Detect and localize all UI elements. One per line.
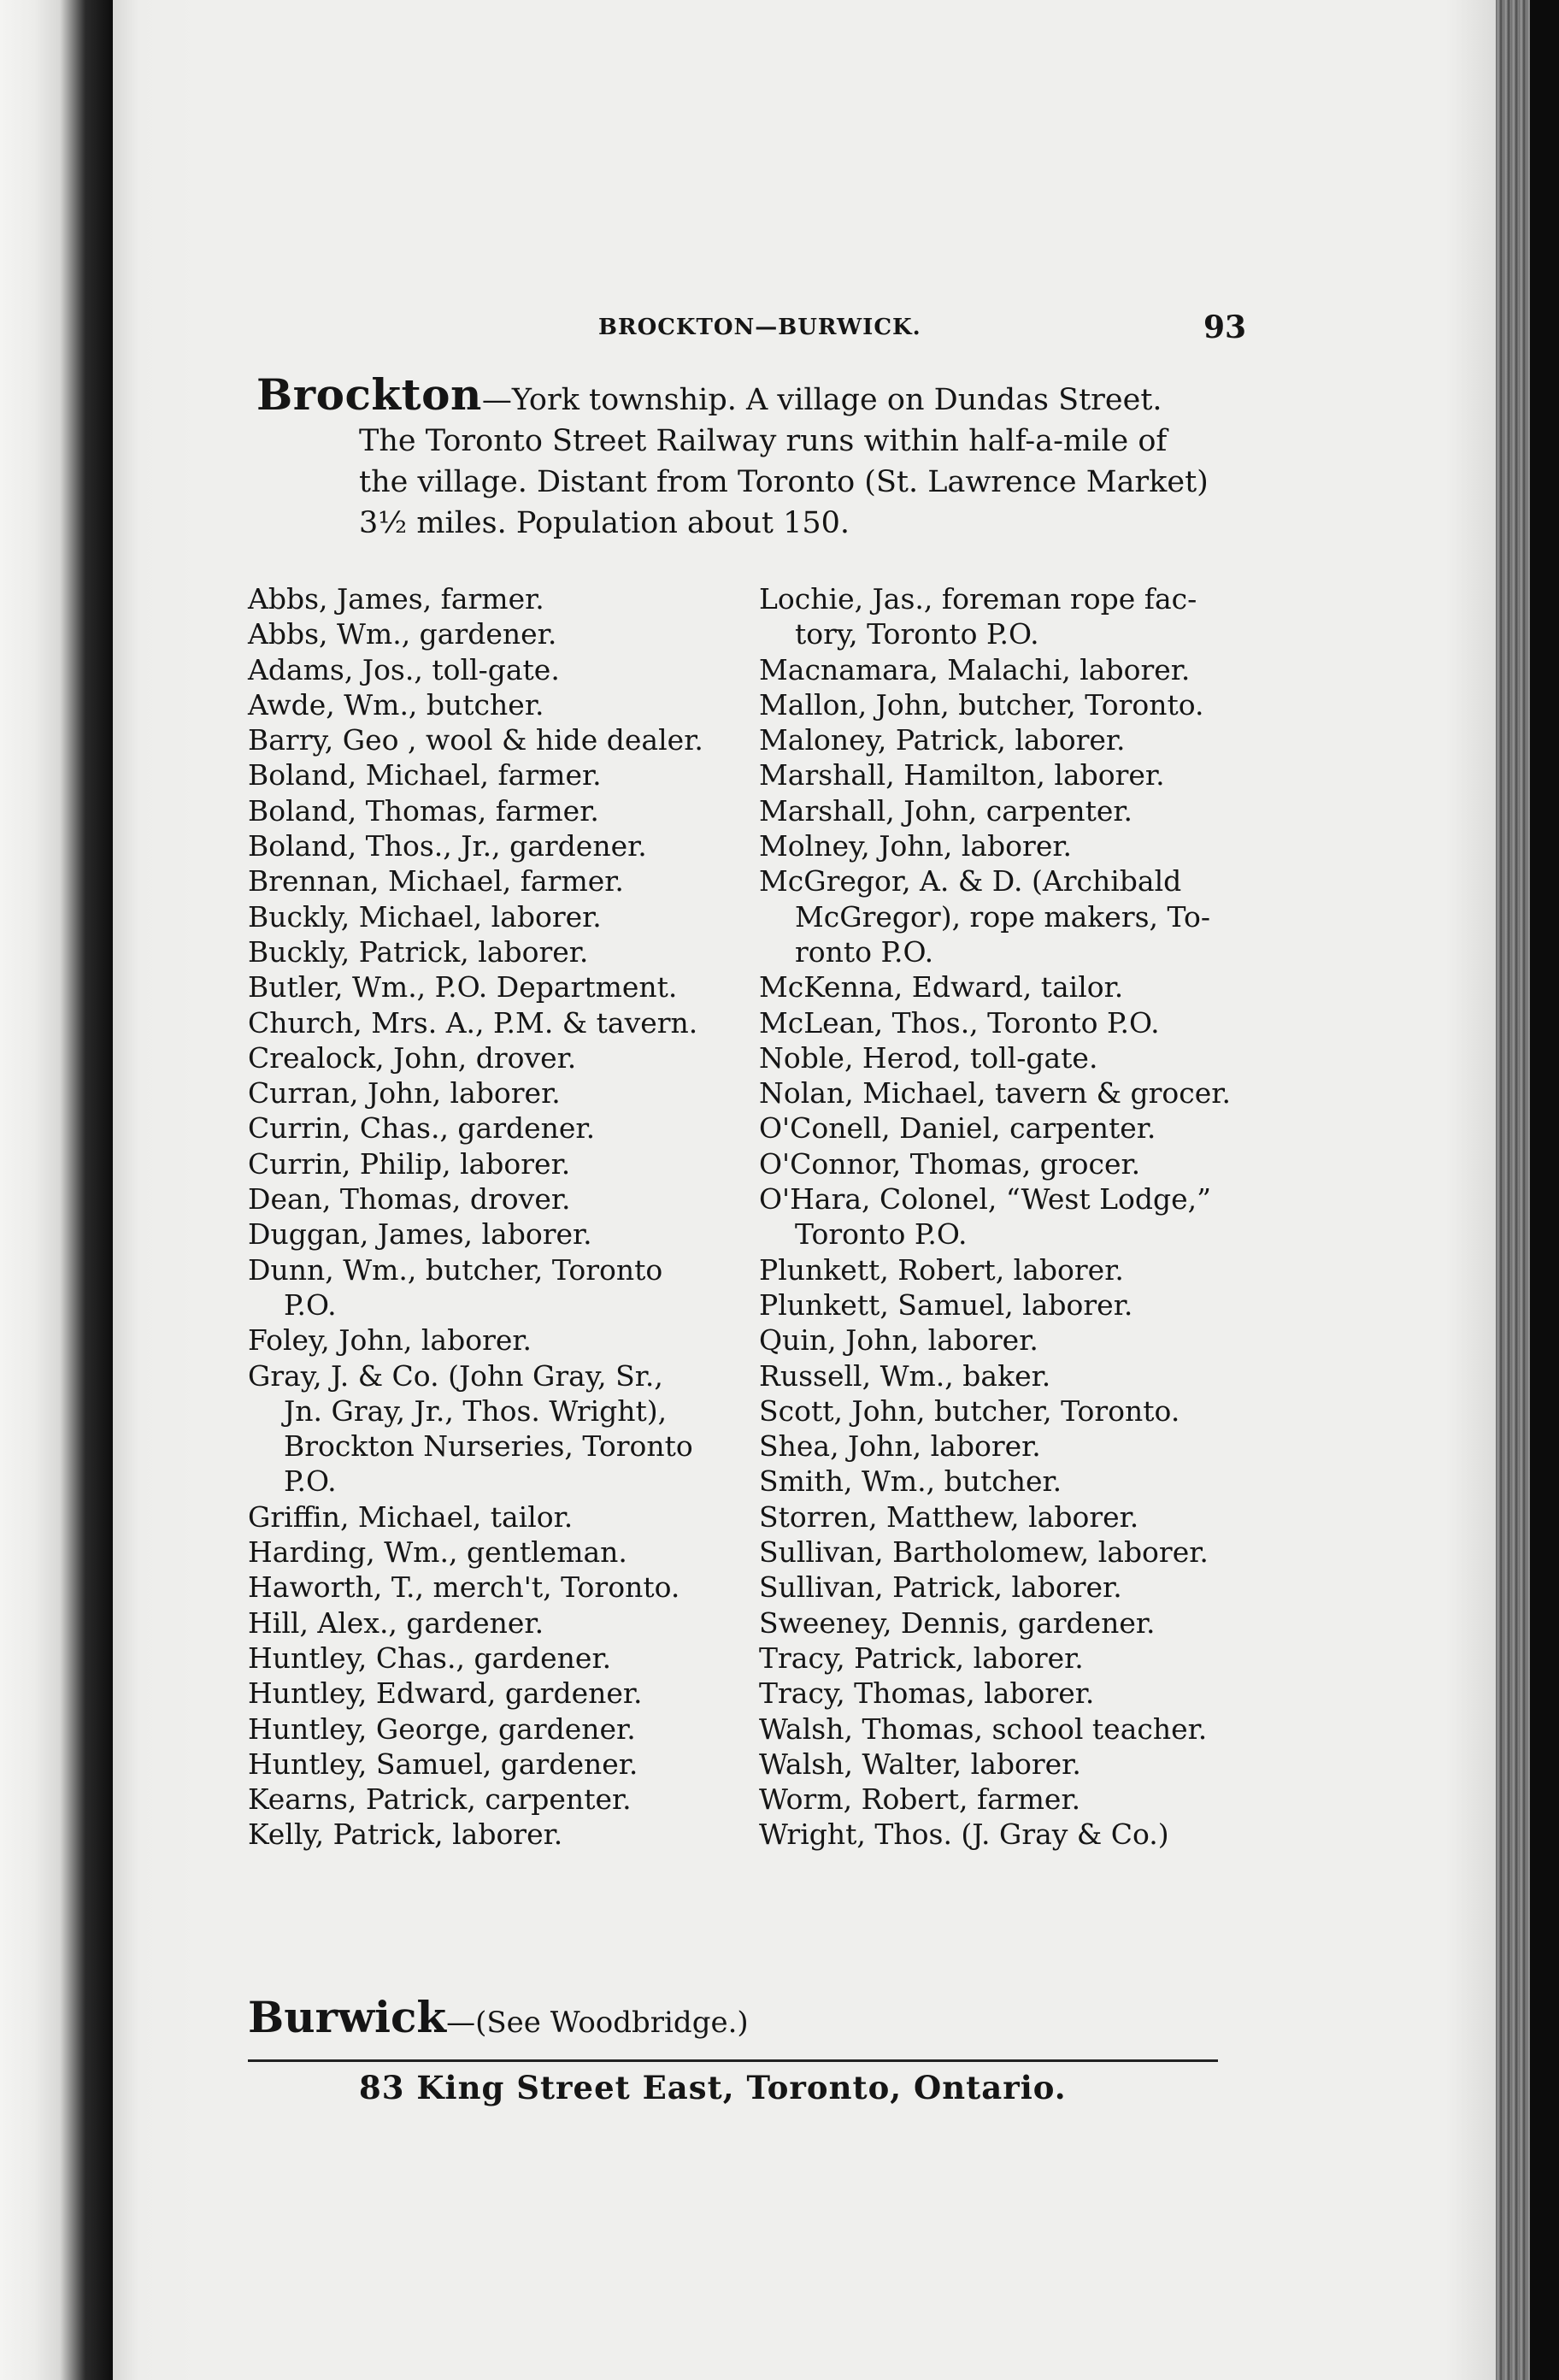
entry-text: Walsh, Walter, laborer. [759, 1747, 1081, 1781]
directory-entry [759, 1110, 1238, 1146]
directory-entry [248, 1146, 735, 1181]
directory-column-right [759, 581, 1238, 1853]
directory-entry [759, 1429, 1238, 1464]
entry-text: Storren, Matthew, laborer. [759, 1499, 1139, 1534]
directory-entry [248, 652, 735, 687]
directory-entry [759, 1605, 1238, 1641]
entry-text: Crealock, John, drover. [248, 1040, 577, 1075]
directory-entry [759, 828, 1238, 863]
directory-entry [759, 1358, 1238, 1393]
directory-column-left [248, 581, 735, 1853]
distance-value: 3½ [359, 506, 408, 540]
entry-text: Church, Mrs. A., P.M. & tavern. [248, 1005, 698, 1040]
directory-entry [248, 1570, 735, 1605]
entry-continuation: P.O. [284, 1287, 337, 1322]
directory-entry [759, 1499, 1238, 1535]
entry-text: Lochie, Jas., foreman rope fac- [759, 582, 1197, 616]
directory-entry [248, 1676, 735, 1711]
directory-entry [248, 1005, 735, 1040]
entry-text: Tracy, Patrick, laborer. [759, 1641, 1084, 1675]
entry-text: Dunn, Wm., butcher, Toronto [248, 1252, 663, 1287]
entry-continuation: Toronto P.O. [795, 1217, 968, 1252]
entry-text: Tracy, Thomas, laborer. [759, 1676, 1095, 1711]
entry-text: Duggan, James, laborer. [248, 1217, 592, 1252]
entry-text: Worm, Robert, farmer. [759, 1782, 1081, 1817]
directory-entry [248, 581, 735, 616]
directory-entry [759, 652, 1238, 687]
directory-entry [759, 793, 1238, 828]
entry-text: Brennan, Michael, farmer. [248, 864, 624, 898]
entry-text: Shea, John, laborer. [759, 1429, 1041, 1464]
entry-text: Nolan, Michael, tavern & grocer. [759, 1076, 1231, 1110]
entry-text: Abbs, Wm., gardener. [248, 617, 557, 651]
directory-entry [248, 1535, 735, 1570]
directory-entry [759, 1711, 1238, 1747]
page-number: 93 [1203, 309, 1247, 345]
directory-entry [759, 1005, 1238, 1040]
directory-entry [248, 969, 735, 1004]
entry-text: Currin, Philip, laborer. [248, 1146, 571, 1181]
entry-text: Smith, Wm., butcher. [759, 1464, 1062, 1499]
entry-text: Boland, Michael, farmer. [248, 758, 602, 792]
entry-text: O'Hara, Colonel, “West Lodge,” [759, 1182, 1212, 1217]
directory-entry [759, 581, 1238, 652]
directory-entry [759, 969, 1238, 1004]
entry-text: Kelly, Patrick, laborer. [248, 1817, 563, 1852]
entry-continuation: P.O. [284, 1464, 337, 1499]
directory-entry [759, 1323, 1238, 1358]
entry-text: McKenna, Edward, tailor. [759, 970, 1124, 1004]
entry-text: Buckly, Michael, laborer. [248, 899, 602, 934]
entry-text: Haworth, T., merch't, Toronto. [248, 1570, 680, 1605]
entry-text: Marshall, John, carpenter. [759, 793, 1133, 828]
directory-entry [248, 863, 735, 898]
directory-entry [759, 1252, 1238, 1287]
directory-entry [248, 1711, 735, 1747]
directory-entry [248, 1747, 735, 1782]
entry-text: Marshall, Hamilton, laborer. [759, 758, 1165, 792]
entry-text: Buckly, Patrick, laborer. [248, 934, 589, 969]
directory-entry [759, 1181, 1238, 1252]
directory-entry [248, 1782, 735, 1817]
directory-entry [248, 793, 735, 828]
entry-text: Macnamara, Malachi, laborer. [759, 652, 1191, 686]
directory-entry [759, 1040, 1238, 1075]
description-line-2: The Toronto Street Railway runs within half-a-mile of [359, 424, 1168, 458]
directory-entry [759, 757, 1238, 792]
directory-entry [759, 1287, 1238, 1323]
entry-text: Boland, Thos., Jr., gardener. [248, 829, 647, 863]
entry-continuation: Jn. Gray, Jr., Thos. Wright), [284, 1393, 668, 1428]
directory-entry [759, 863, 1238, 969]
entry-text: Wright, Thos. (J. Gray & Co.) [759, 1817, 1169, 1852]
entry-text: Foley, John, laborer. [248, 1323, 532, 1358]
directory-entry [248, 1605, 735, 1641]
entry-text: Huntley, Chas., gardener. [248, 1641, 612, 1675]
directory-entry [759, 1747, 1238, 1782]
burwick-note: —(See Woodbridge.) [446, 2006, 749, 2040]
directory-entry [759, 1570, 1238, 1605]
directory-entry [759, 1676, 1238, 1711]
description-line-1: —York township. A village on Dundas Street. [481, 383, 1162, 417]
directory-entry [759, 1464, 1238, 1499]
entry-continuation: McGregor), rope makers, To- [795, 899, 1210, 934]
entry-text: Russell, Wm., baker. [759, 1358, 1051, 1393]
entry-text: Huntley, Samuel, gardener. [248, 1747, 638, 1781]
directory-entry [248, 1358, 735, 1499]
directory-entry [248, 722, 735, 757]
directory-entry [248, 687, 735, 722]
directory-entry [759, 1075, 1238, 1110]
directory-entry [248, 1641, 735, 1676]
entry-text: Quin, John, laborer. [759, 1323, 1038, 1358]
entry-text: Sullivan, Bartholomew, laborer. [759, 1535, 1209, 1570]
brockton-description [256, 369, 1239, 544]
entry-continuation: ronto P.O. [795, 934, 934, 969]
entry-text: Boland, Thomas, farmer. [248, 793, 599, 828]
entry-text: Currin, Chas., gardener. [248, 1111, 596, 1146]
entry-text: O'Connor, Thomas, grocer. [759, 1146, 1141, 1181]
entry-text: Scott, John, butcher, Toronto. [759, 1393, 1180, 1428]
footer-rule [248, 2059, 1218, 2062]
entry-text: Noble, Herod, toll-gate. [759, 1040, 1098, 1075]
directory-entry [248, 1181, 735, 1217]
facing-page-margin [0, 0, 113, 2380]
entry-text: Plunkett, Robert, laborer. [759, 1252, 1124, 1287]
entry-text: O'Conell, Daniel, carpenter. [759, 1111, 1156, 1146]
directory-entry [248, 757, 735, 792]
directory-entry [759, 1641, 1238, 1676]
directory-entry [248, 1217, 735, 1252]
entry-text: McGregor, A. & D. (Archibald [759, 864, 1182, 898]
directory-entry [248, 1252, 735, 1323]
directory-entry [248, 1075, 735, 1110]
directory-entry [759, 1146, 1238, 1181]
running-header: BROCKTON—BURWICK. [598, 315, 921, 340]
directory-entry [759, 1535, 1238, 1570]
entry-text: McLean, Thos., Toronto P.O. [759, 1005, 1160, 1040]
directory-entry [248, 616, 735, 651]
directory-entry [248, 828, 735, 863]
directory-entry [759, 1782, 1238, 1817]
entry-text: Hill, Alex., gardener. [248, 1605, 544, 1640]
entry-text: Adams, Jos., toll-gate. [248, 652, 560, 686]
description-line-4 [256, 503, 1239, 544]
entry-text: Mallon, John, butcher, Toronto. [759, 687, 1204, 722]
publisher-address: 83 King Street East, Toronto, Ontario. [359, 2069, 1067, 2106]
directory-entry [759, 722, 1238, 757]
directory-entry [248, 1040, 735, 1075]
entry-text: Sweeney, Dennis, gardener. [759, 1605, 1156, 1640]
entry-text: Gray, J. & Co. (John Gray, Sr., [248, 1358, 663, 1393]
entry-text: Plunkett, Samuel, laborer. [759, 1287, 1133, 1322]
entry-text: Harding, Wm., gentleman. [248, 1535, 627, 1570]
directory-entry [248, 1499, 735, 1535]
entry-continuation: Brockton Nurseries, Toronto [284, 1429, 693, 1464]
entry-text: Abbs, James, farmer. [248, 582, 544, 616]
directory-entry [759, 1393, 1238, 1429]
entry-text: Maloney, Patrick, laborer. [759, 723, 1126, 757]
description-line-3: the village. Distant from Toronto (St. Lawrence Market) [359, 465, 1209, 499]
entry-continuation: tory, Toronto P.O. [795, 617, 1039, 651]
entry-text: Awde, Wm., butcher. [248, 687, 544, 722]
entry-text: Dean, Thomas, drover. [248, 1182, 571, 1217]
entry-text: Sullivan, Patrick, laborer. [759, 1570, 1122, 1605]
directory-entry [248, 1323, 735, 1358]
entry-text: Huntley, Edward, gardener. [248, 1676, 643, 1711]
entry-text: Curran, John, laborer. [248, 1076, 561, 1110]
book-edge-shadow [1530, 0, 1559, 2380]
directory-entry [248, 934, 735, 969]
directory-entry [759, 1817, 1238, 1852]
population-text: miles. Population about 150. [407, 506, 850, 540]
directory-entry [248, 1110, 735, 1146]
entry-text: Griffin, Michael, tailor. [248, 1499, 574, 1534]
directory-entry [248, 1817, 735, 1852]
directory-entry [759, 687, 1238, 722]
entry-text: Walsh, Thomas, school teacher. [759, 1711, 1208, 1746]
entry-text: Kearns, Patrick, carpenter. [248, 1782, 632, 1817]
entry-text: Huntley, George, gardener. [248, 1711, 636, 1746]
place-heading-brockton: Brockton [256, 369, 482, 420]
burwick-entry [248, 1992, 749, 2042]
place-heading-burwick: Burwick [248, 1992, 447, 2042]
entry-text: Butler, Wm., P.O. Department. [248, 970, 678, 1004]
directory-entry [248, 899, 735, 934]
entry-text: Barry, Geo , wool & hide dealer. [248, 723, 703, 757]
entry-text: Molney, John, laborer. [759, 829, 1072, 863]
